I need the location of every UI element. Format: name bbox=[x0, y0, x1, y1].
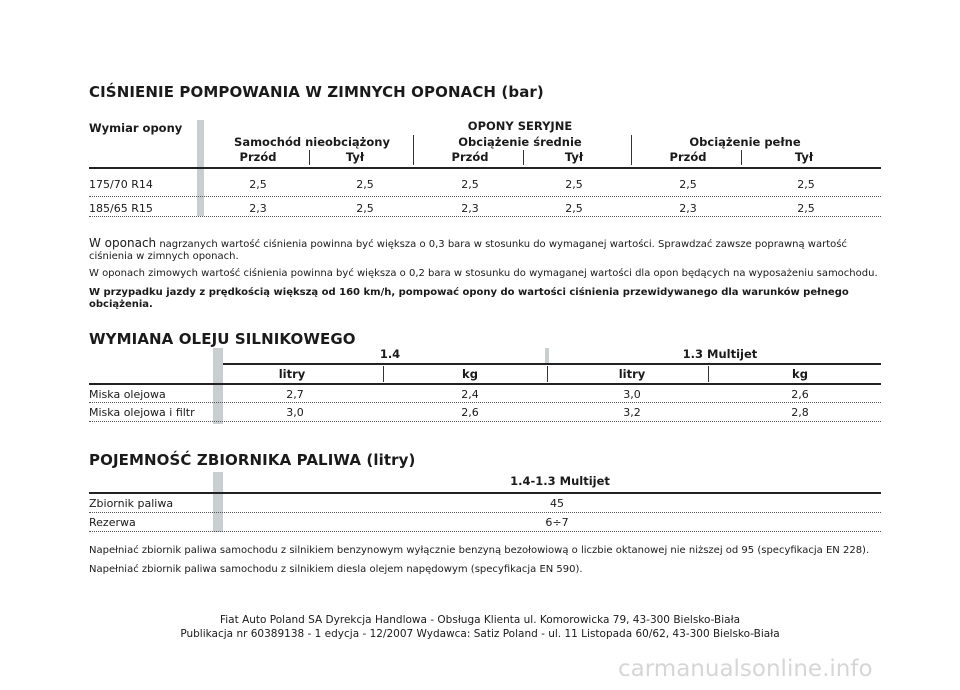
tire-note-hot-lead: W oponach bbox=[89, 236, 157, 250]
tire-size-header: Wymiar opony bbox=[89, 121, 183, 135]
tire-value-cell: 2,5 bbox=[565, 178, 583, 191]
tire-front-header: Przód bbox=[239, 150, 277, 164]
oil-value-cell: 2,6 bbox=[791, 388, 809, 401]
tire-note-hot-text: nagrzanych wartość ciśnienia powinna być większa o 0,3 bara w stosunku do wymaganej wartości. Sprawdzać zawsze poprawną wartość ciśnienia w zimnych oponach. bbox=[89, 239, 847, 262]
oil-unit-header: litry bbox=[618, 367, 646, 381]
tire-col-divider bbox=[523, 150, 524, 165]
oil-col-divider bbox=[708, 366, 709, 382]
oil-value-cell: 2,6 bbox=[461, 406, 479, 419]
tire-value-cell: 2,5 bbox=[797, 178, 815, 191]
oil-row-rule bbox=[89, 402, 881, 403]
oil-unit-header: kg bbox=[792, 367, 808, 381]
tire-row-rule bbox=[89, 216, 881, 217]
oil-value-cell: 3,2 bbox=[623, 406, 641, 419]
oil-engine-rule bbox=[223, 363, 881, 365]
tire-row-rule bbox=[89, 196, 881, 197]
tire-col-divider bbox=[741, 150, 742, 165]
oil-row-label: Miska olejowa bbox=[89, 388, 166, 401]
oil-header-rule bbox=[89, 383, 881, 385]
tire-size-cell: 175/70 R14 bbox=[89, 178, 153, 191]
tire-series-header: OPONY SERYJNE bbox=[467, 119, 573, 133]
tire-note-speed: W przypadku jazdy z prędkością większą od 160 km/h, pompować opony do wartości ciśnienia przewidywanego dla warunków pełnego obciążenia. bbox=[89, 287, 849, 310]
tire-rear-header: Tył bbox=[564, 150, 584, 164]
oil-engine-1-4: 1.4 bbox=[379, 347, 401, 361]
oil-unit-header: litry bbox=[278, 367, 306, 381]
oil-value-cell: 2,7 bbox=[286, 388, 304, 401]
tire-front-header: Przód bbox=[669, 150, 707, 164]
fuel-engine-header: 1.4-1.3 Multijet bbox=[510, 474, 610, 488]
tire-col-divider bbox=[309, 150, 310, 165]
tire-rear-header: Tył bbox=[345, 150, 365, 164]
tire-value-cell: 2,3 bbox=[679, 202, 697, 215]
fuel-title: POJEMNOŚĆ ZBIORNIKA PALIWA (litry) bbox=[89, 451, 416, 469]
tire-group-divider bbox=[631, 135, 632, 165]
tire-note-winter: W oponach zimowych wartość ciśnienia powinna być większa o 0,2 bara w stosunku do wymaganej wartości dla opon będących na wyposażeniu samochodu. bbox=[89, 268, 878, 279]
tire-note-hot bbox=[89, 237, 881, 263]
tire-header-rule bbox=[89, 167, 881, 169]
oil-row-rule bbox=[89, 421, 881, 422]
fuel-row-rule bbox=[89, 512, 881, 513]
fuel-row-rule bbox=[89, 531, 881, 532]
oil-row-label: Miska olejowa i filtr bbox=[89, 406, 195, 419]
tire-group-medium: Obciążenie średnie bbox=[458, 135, 582, 149]
oil-title: WYMIANA OLEJU SILNIKOWEGO bbox=[89, 330, 356, 348]
tire-value-cell: 2,3 bbox=[461, 202, 479, 215]
oil-value-cell: 2,4 bbox=[461, 388, 479, 401]
oil-unit-header: kg bbox=[462, 367, 478, 381]
tire-group-divider bbox=[413, 135, 414, 165]
fuel-value-cell: 6÷7 bbox=[545, 516, 569, 529]
tire-size-cell: 185/65 R15 bbox=[89, 202, 153, 215]
tire-pressure-title: CIŚNIENIE POMPOWANIA W ZIMNYCH OPONACH (bar) bbox=[89, 83, 544, 101]
tire-value-cell: 2,5 bbox=[249, 178, 267, 191]
fuel-note-petrol: Napełniać zbiornik paliwa samochodu z silnikiem benzynowym wyłącznie benzyną bezołowiową o liczbie oktanowej nie niższej od 95 (specyfikacja EN 228). bbox=[89, 545, 870, 556]
tire-front-header: Przód bbox=[451, 150, 489, 164]
fuel-table-gray-bar bbox=[213, 472, 223, 532]
oil-value-cell: 3,0 bbox=[286, 406, 304, 419]
tire-value-cell: 2,5 bbox=[461, 178, 479, 191]
oil-table-gray-bar bbox=[213, 348, 223, 424]
footer-address: Fiat Auto Poland SA Dyrekcja Handlowa - Obsługa Klienta ul. Komorowicka 79, 43-300 Bielsko-Biała bbox=[219, 614, 741, 626]
tire-group-unloaded: Samochód nieobciążony bbox=[234, 135, 390, 149]
tire-group-full: Obciążenie pełne bbox=[689, 135, 801, 149]
oil-engine-multijet: 1.3 Multijet bbox=[682, 347, 758, 361]
oil-col-divider bbox=[547, 366, 548, 382]
oil-value-cell: 2,8 bbox=[791, 406, 809, 419]
tire-value-cell: 2,5 bbox=[565, 202, 583, 215]
fuel-row-label: Zbiornik paliwa bbox=[89, 497, 174, 510]
tire-value-cell: 2,5 bbox=[356, 178, 374, 191]
fuel-note-diesel: Napełniać zbiornik paliwa samochodu z silnikiem diesla olejem napędowym (specyfikacja EN 590). bbox=[89, 564, 583, 575]
footer-publication: Publikacja nr 60389138 - 1 edycja - 12/2007 Wydawca: Satiz Poland - ul. 11 Listopada 60/62, 43-300 Bielsko-Biała bbox=[180, 628, 780, 640]
fuel-value-cell: 45 bbox=[550, 497, 564, 510]
fuel-row-label: Rezerwa bbox=[89, 516, 136, 529]
tire-rear-header: Tył bbox=[794, 150, 814, 164]
fuel-header-rule bbox=[89, 492, 881, 494]
watermark-text: carmanualsonline.info bbox=[618, 656, 873, 682]
oil-engine-divider bbox=[545, 348, 549, 364]
oil-col-divider bbox=[383, 366, 384, 382]
tire-value-cell: 2,5 bbox=[679, 178, 697, 191]
tire-value-cell: 2,5 bbox=[356, 202, 374, 215]
tire-value-cell: 2,5 bbox=[797, 202, 815, 215]
tire-value-cell: 2,3 bbox=[249, 202, 267, 215]
oil-value-cell: 3,0 bbox=[623, 388, 641, 401]
